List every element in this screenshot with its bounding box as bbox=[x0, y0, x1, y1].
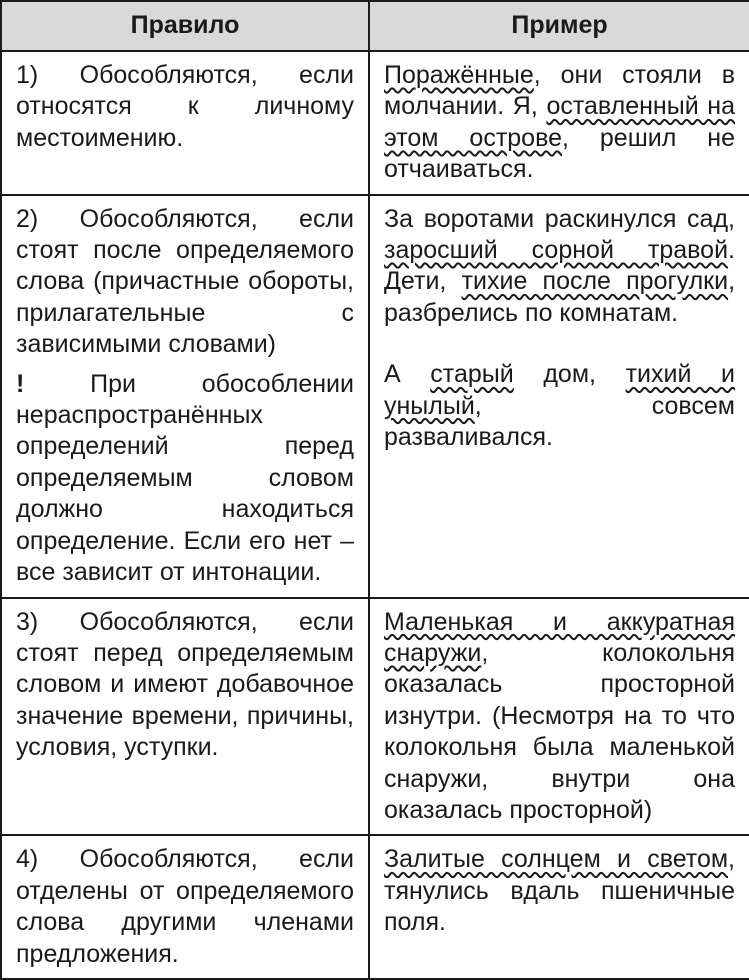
example-text bbox=[384, 844, 735, 938]
underlined-phrase: тихий и унылый bbox=[384, 360, 735, 420]
rule-cell bbox=[1, 195, 369, 598]
example-fragment: За воротами раскинулся сад, bbox=[384, 204, 735, 233]
example-fragment: , они стояли в молчании. Я, bbox=[384, 61, 735, 121]
example-fragment: , решил не отчаиваться. bbox=[384, 123, 735, 184]
example-text-2 bbox=[384, 359, 735, 453]
example-fragment: дом, bbox=[513, 360, 626, 389]
table-row bbox=[1, 598, 749, 836]
rule-cell bbox=[1, 51, 369, 195]
rule-cell bbox=[1, 835, 369, 979]
example-fragment: , колокольня оказалась просторной изнутри. (Несмотря на то что колокольня была маленькой снаружи, внутри она оказалась просторной) bbox=[384, 638, 735, 824]
example-fragment: , разбрелись по комнатам. bbox=[384, 267, 736, 327]
example-fragment: , совсем разваливался. bbox=[384, 391, 735, 452]
header-row bbox=[1, 1, 749, 51]
example-text bbox=[384, 60, 735, 186]
header-example: Пример bbox=[369, 1, 749, 51]
underlined-phrase: Маленькая и аккуратная снаружи bbox=[384, 607, 735, 667]
example-fragment: А bbox=[384, 360, 431, 389]
underlined-phrase: заросший сорной травой bbox=[384, 236, 729, 265]
underlined-phrase: Поражённые bbox=[384, 61, 534, 89]
example-cell bbox=[369, 835, 749, 979]
rule-text: 4) Обособляются, если отделены от определяемого слова другими членами предложения. bbox=[16, 845, 354, 968]
example-text bbox=[384, 607, 735, 827]
rule-cell bbox=[1, 598, 369, 836]
underlined-phrase: Залитые солнцем и светом bbox=[384, 845, 729, 874]
table-row bbox=[1, 51, 749, 195]
rule-note bbox=[16, 369, 354, 589]
header-rule: Правило bbox=[1, 1, 369, 51]
underlined-phrase: оставленный на этом острове bbox=[384, 92, 735, 152]
rule-text: 1) Обособляются, если относятся к личному местоимению. bbox=[16, 61, 354, 152]
example-fragment: , тянулись вдаль пшеничные поля. bbox=[384, 845, 735, 937]
table-row bbox=[1, 195, 749, 598]
note-text: При обособлении нераспространённых определений перед определяемым словом должно находиться определение. Если его нет – все зависит от интонации. bbox=[16, 369, 354, 587]
example-cell bbox=[369, 195, 749, 598]
example-cell bbox=[369, 51, 749, 195]
table-row bbox=[1, 835, 749, 979]
example-cell bbox=[369, 598, 749, 836]
exclamation-icon: ! bbox=[16, 369, 25, 398]
example-text bbox=[384, 204, 735, 330]
rule-text: 2) Обособляются, если стоят после определяемого слова (причастные обороты, прилагательные с зависимыми словами) bbox=[16, 204, 354, 359]
underlined-phrase: старый bbox=[430, 360, 514, 389]
example-fragment: . Дети, bbox=[384, 236, 735, 296]
rule-text: 3) Обособляются, если стоят перед определяемым словом и имеют добавочное значение времени, причины, условия, уступки. bbox=[16, 607, 354, 762]
underlined-phrase: тихие после прогулки bbox=[461, 267, 729, 296]
